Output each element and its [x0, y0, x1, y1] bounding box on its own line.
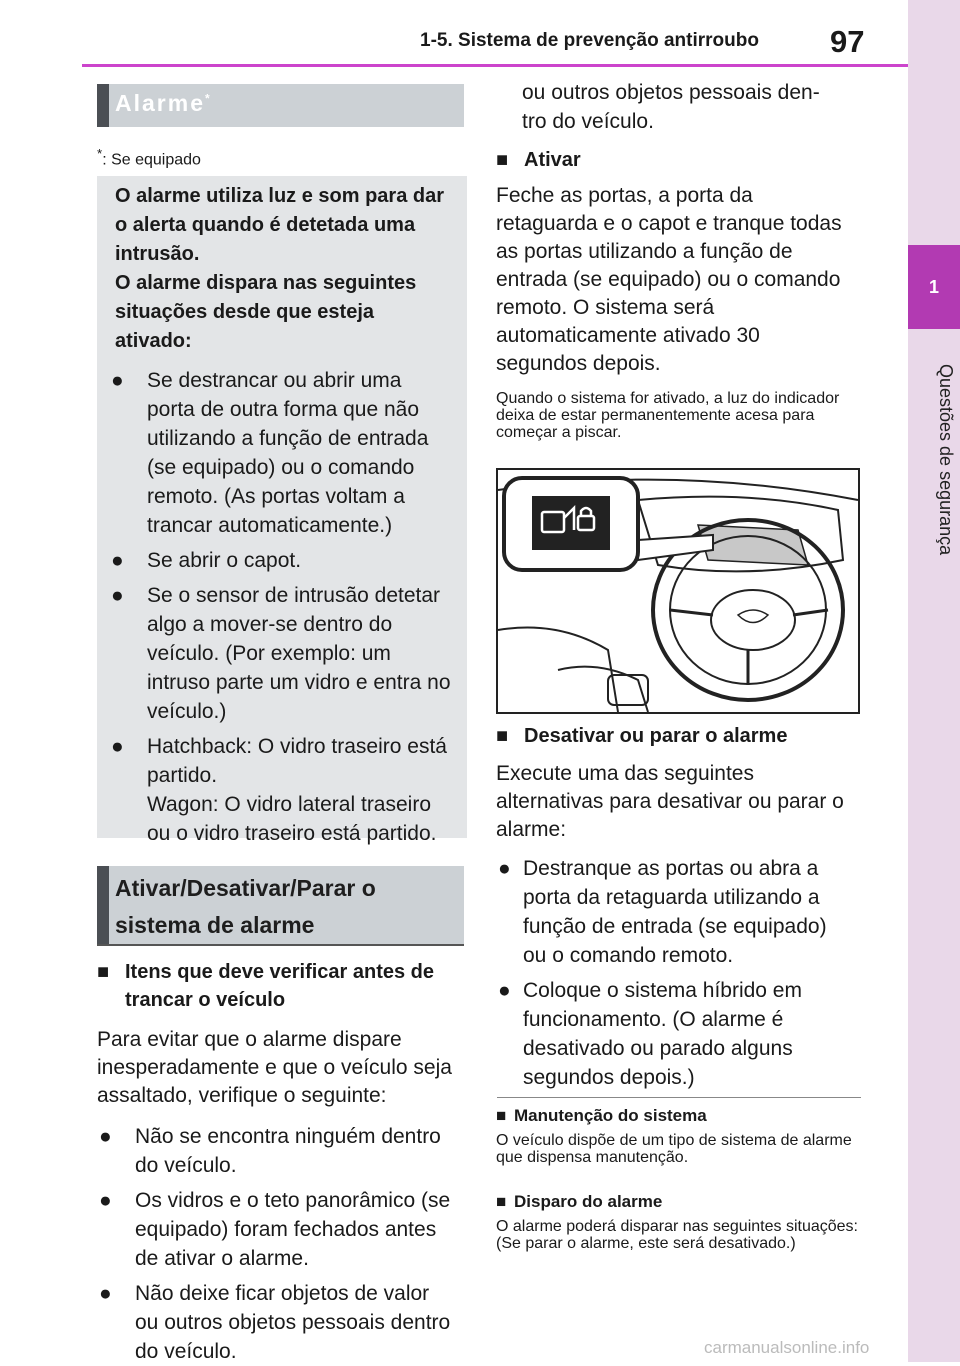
list-item: ● Destranque as portas ou abra a porta da retaguarda utilizando a função de entrada (se equipado) ou o comando remoto.: [496, 854, 848, 970]
chapter-label: Questões de segurança: [936, 364, 956, 556]
subheading: ■ Desativar ou parar o alarme: [496, 722, 846, 750]
section-heading-alarme: [97, 84, 464, 127]
watermark: carmanualsonline.info: [704, 1338, 870, 1357]
list-item: ● Se abrir o capot.: [109, 546, 454, 575]
list-item: ● Coloque o sistema híbrido em funcionamento. (O alarme é desativado ou parado alguns segundos depois.): [496, 976, 848, 1092]
note: O veículo dispõe de um tipo de sistema de alarme que dispensa manutenção.: [496, 1132, 852, 1166]
note: Quando o sistema for ativado, a luz do indicador deixa de estar permanentemente acesa para começar a piscar.: [496, 390, 840, 441]
list-item: ● Não deixe ficar objetos de valor ou outros objetos pessoais dentro do veículo.: [97, 1279, 457, 1308]
box-intro: O alarme utiliza luz e som para dar o alerta quando é detetada uma intrusão. O alarme dispara nas seguintes situações desde que esteja ativado:: [115, 185, 445, 352]
subheading: ■ Disparo do alarme: [496, 1192, 861, 1212]
chapter-number: 1: [908, 245, 960, 329]
footnote: *: Se equipado: [97, 146, 201, 169]
header-rule: [82, 64, 908, 67]
list-item: ● Hatchback: O vidro traseiro está partido. Wagon: O vidro lateral traseiro ou o vidro traseiro está partido.: [109, 732, 454, 848]
desativar-block: [496, 722, 846, 1092]
paragraph: Feche as portas, a porta da retaguarda e o capot e tranque todas as portas utilizando a função de entrada (se equipado) ou o comando remoto. O sistema será automaticamente ativado 30 segundos depois.: [496, 184, 842, 375]
list-item: ● Se destrancar ou abrir uma porta de outra forma que não utilizando a função de entrada (se equipado) ou o comando remoto. (As portas voltam a trancar automaticamente.): [109, 366, 454, 540]
info-box: [97, 176, 467, 845]
dashboard-illustration: [496, 468, 860, 714]
section-heading-bar: [97, 866, 109, 944]
list-item: ● Não se encontra ninguém dentro do veículo.: [97, 1122, 457, 1180]
paragraph: ou outros objetos pessoais den- tro do veículo.: [522, 81, 820, 133]
manutencao-block: [496, 1106, 861, 1166]
itens-continuation: [522, 78, 852, 136]
section-divider: [497, 1097, 861, 1098]
page-number: 97: [830, 24, 865, 59]
section-title: Ativar/Desativar/Parar o sistema de alarme: [115, 875, 376, 938]
section-title: Alarme*: [115, 90, 212, 116]
steering-wheel-illustration: [498, 470, 858, 712]
subheading: ■ Ativar: [496, 146, 846, 174]
disparo-block: [496, 1192, 861, 1252]
subheading: ■ Itens que deve verificar antes de trancar o veículo: [97, 958, 457, 1014]
list-item: ● Os vidros e o teto panorâmico (se equipado) foram fechados antes de ativar o alarme.: [97, 1186, 457, 1273]
paragraph: Para evitar que o alarme dispare inesperadamente e que o veículo seja assaltado, verifique o seguinte:: [97, 1028, 452, 1107]
itens-block: [97, 958, 457, 1363]
subheading: ■ Manutenção do sistema: [496, 1106, 861, 1126]
page-header-title: 1-5. Sistema de prevenção antirroubo: [420, 30, 759, 51]
note: O alarme poderá disparar nas seguintes situações: (Se parar o alarme, este será desativado.): [496, 1218, 858, 1252]
chapter-side-tab: [908, 0, 960, 1362]
paragraph: Execute uma das seguintes alternativas para desativar ou parar o alarme:: [496, 762, 844, 841]
section-heading-bar: [97, 84, 109, 127]
ativar-block: [496, 146, 846, 441]
section-heading-ativar: [97, 866, 464, 946]
list-item: ● Se o sensor de intrusão detetar algo a mover-se dentro do veículo. (Por exemplo: um intruso parte um vidro e entra no veículo.): [109, 581, 454, 726]
